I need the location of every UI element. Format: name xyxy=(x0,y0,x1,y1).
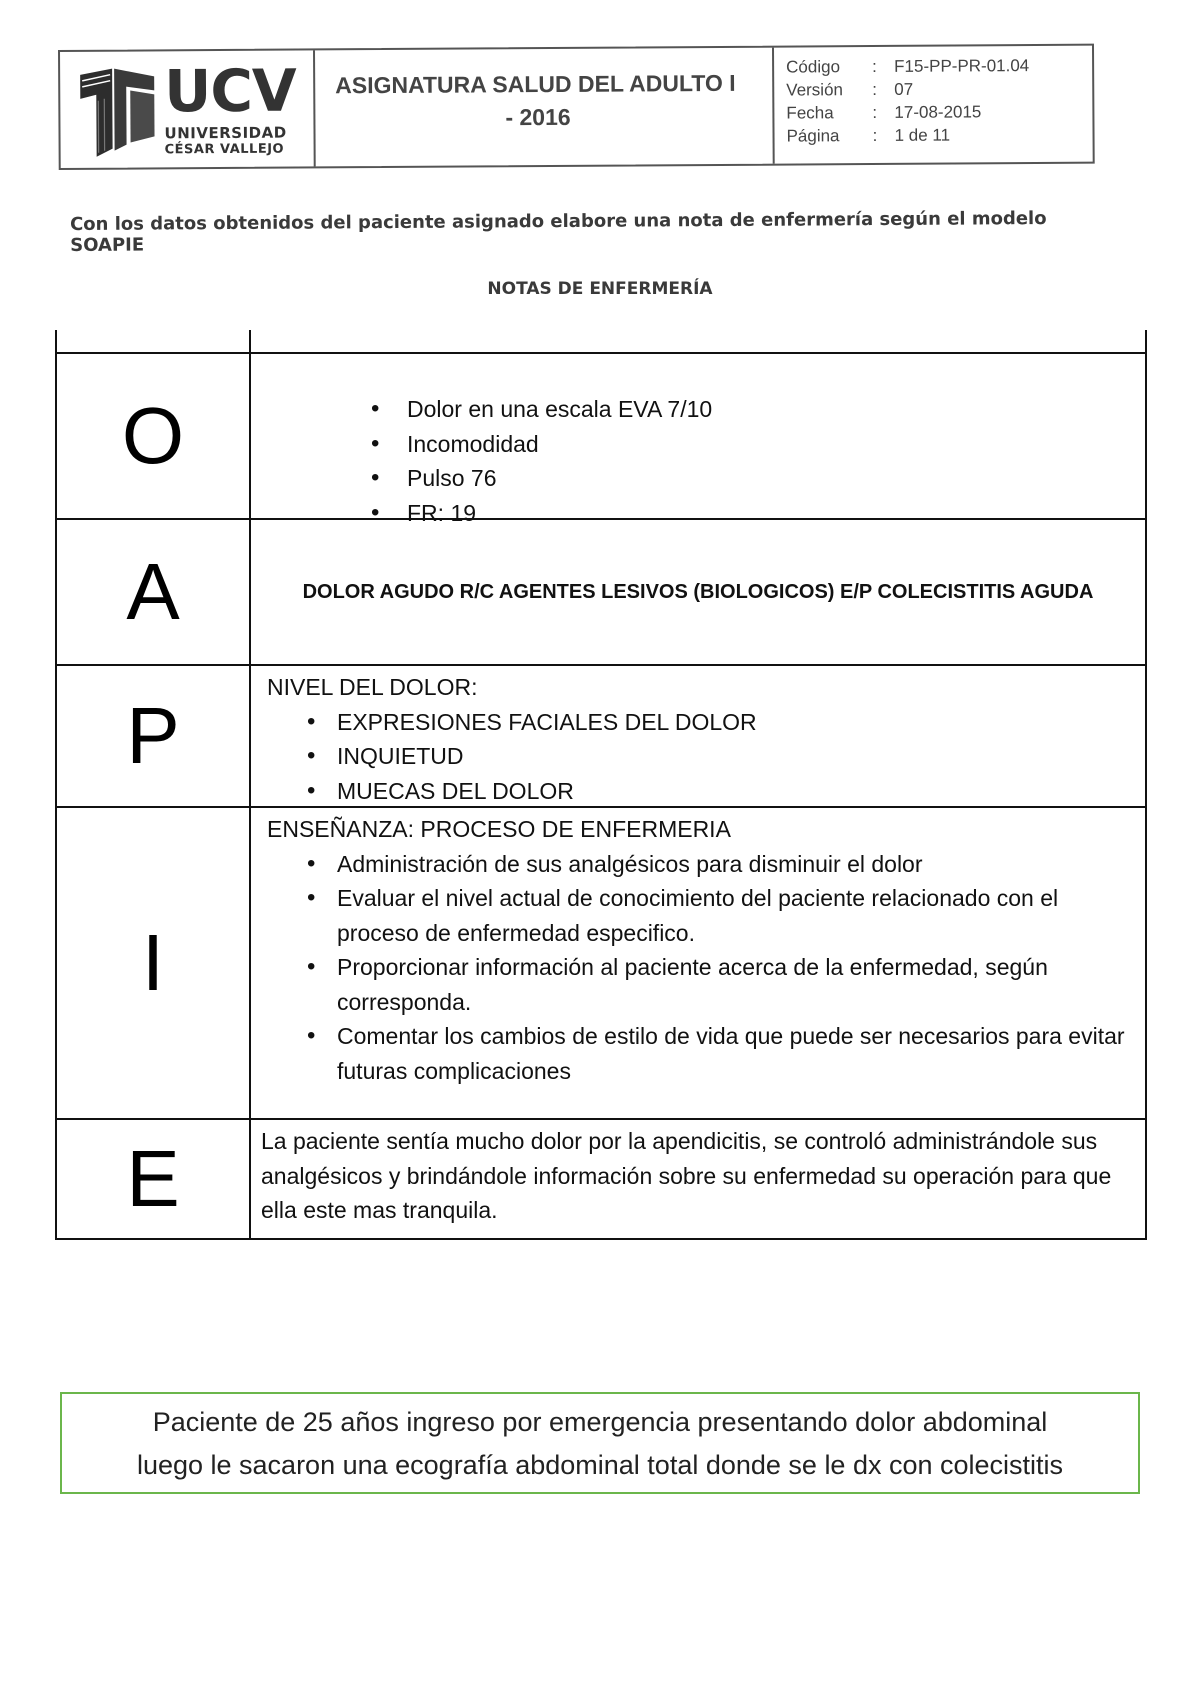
case-summary-line1: Paciente de 25 años ingreso por emergencia presentando dolor abdominal xyxy=(152,1407,1048,1437)
meta-value: F15-PP-PR-01.04 xyxy=(894,56,1030,76)
letter-o: O xyxy=(56,353,250,519)
logo-subtitle-2: CÉSAR VALLEJO xyxy=(164,141,285,157)
list-item: • Incomodidad xyxy=(371,427,1145,462)
meta-value: 07 xyxy=(894,79,914,99)
document-header xyxy=(58,44,1095,170)
meta-row-fecha xyxy=(786,100,1082,125)
meta-row-codigo xyxy=(786,54,1082,79)
letter-i: I xyxy=(56,807,250,1119)
meta-key: Fecha xyxy=(786,103,834,123)
soapie-table xyxy=(55,330,1147,1240)
list-item: • Pulso 76 xyxy=(371,461,1145,496)
meta-key: Versión xyxy=(786,80,844,100)
plan-cell xyxy=(250,665,1146,807)
meta-key: Código xyxy=(786,57,841,77)
meta-key: Página xyxy=(786,126,840,146)
stub-content-cell xyxy=(250,330,1146,353)
letter-e: E xyxy=(56,1119,250,1239)
list-item: • Dolor en una escala EVA 7/10 xyxy=(371,392,1145,427)
instruction-text: Con los datos obtenidos del paciente asignado elabore una nota de enfermería según el modelo SOAPIE xyxy=(70,208,1047,256)
list-item: • Administración de sus analgésicos para disminuir el dolor xyxy=(267,847,1135,882)
table-row-o xyxy=(56,353,1146,519)
evaluation-text: La paciente sentía mucho dolor por la apendicitis, se controló administrándole sus analgésicos y brindándole información sobre su enfermedad su operación para que ella este mas tranquila. xyxy=(261,1128,1112,1223)
case-summary-box xyxy=(60,1392,1140,1494)
plan-list xyxy=(267,705,1135,809)
document-meta xyxy=(774,46,1093,164)
objective-cell xyxy=(250,353,1146,526)
logo-wordmark: UCV xyxy=(164,56,297,125)
table-row-i xyxy=(56,807,1146,1119)
intervention-list xyxy=(267,847,1135,1089)
table-row-e xyxy=(56,1119,1146,1239)
diagnosis-text: DOLOR AGUDO R/C AGENTES LESIVOS (BIOLOGICOS) E/P COLECISTITIS AGUDA xyxy=(302,580,1094,603)
table-row-a xyxy=(56,519,1146,665)
stub-letter-cell xyxy=(56,330,250,353)
course-title-line2: - 2016 xyxy=(505,103,571,131)
letter-p: P xyxy=(56,665,250,807)
meta-colon: : xyxy=(872,56,877,77)
course-title xyxy=(315,48,775,167)
list-item: • INQUIETUD xyxy=(267,739,1135,774)
letter-a: A xyxy=(56,519,250,665)
notes-heading: NOTAS DE ENFERMERÍA xyxy=(487,279,713,299)
plan-heading: NIVEL DEL DOLOR: xyxy=(267,674,478,700)
objective-list xyxy=(371,392,1145,530)
intervention-heading: ENSEÑANZA: PROCESO DE ENFERMERIA xyxy=(267,816,731,842)
intervention-cell xyxy=(250,807,1146,1119)
course-title-line1: ASIGNATURA SALUD DEL ADULTO I xyxy=(335,69,736,99)
meta-row-pagina xyxy=(786,123,1082,148)
list-item: • MUECAS DEL DOLOR xyxy=(267,774,1135,809)
case-summary-line2: luego le sacaron una ecografía abdominal total donde se le dx con colecistitis xyxy=(136,1450,1064,1480)
logo-subtitle-1: UNIVERSIDAD xyxy=(164,123,287,142)
list-item: • FR: 19 xyxy=(371,496,1145,531)
ucv-emblem-icon xyxy=(74,60,159,159)
ucv-logo xyxy=(60,50,316,168)
list-item: • Proporcionar información al paciente acerca de la enfermedad, según corresponda. xyxy=(267,950,1135,1019)
table-row-stub xyxy=(56,330,1146,353)
list-item: • EXPRESIONES FACIALES DEL DOLOR xyxy=(267,705,1135,740)
evaluation-cell xyxy=(250,1119,1146,1239)
meta-colon: : xyxy=(872,79,878,100)
list-item: • Evaluar el nivel actual de conocimiento del paciente relacionado con el proceso de enfermedad especifico. xyxy=(267,881,1135,950)
meta-value: 17-08-2015 xyxy=(894,102,982,122)
table-row-p xyxy=(56,665,1146,807)
meta-value: 1 de 11 xyxy=(894,125,951,145)
assessment-cell xyxy=(250,519,1146,665)
meta-colon: : xyxy=(872,102,878,123)
meta-row-version xyxy=(786,77,1082,102)
meta-colon: : xyxy=(872,125,878,146)
list-item: • Comentar los cambios de estilo de vida que puede ser necesarios para evitar futuras complicaciones xyxy=(267,1019,1135,1088)
